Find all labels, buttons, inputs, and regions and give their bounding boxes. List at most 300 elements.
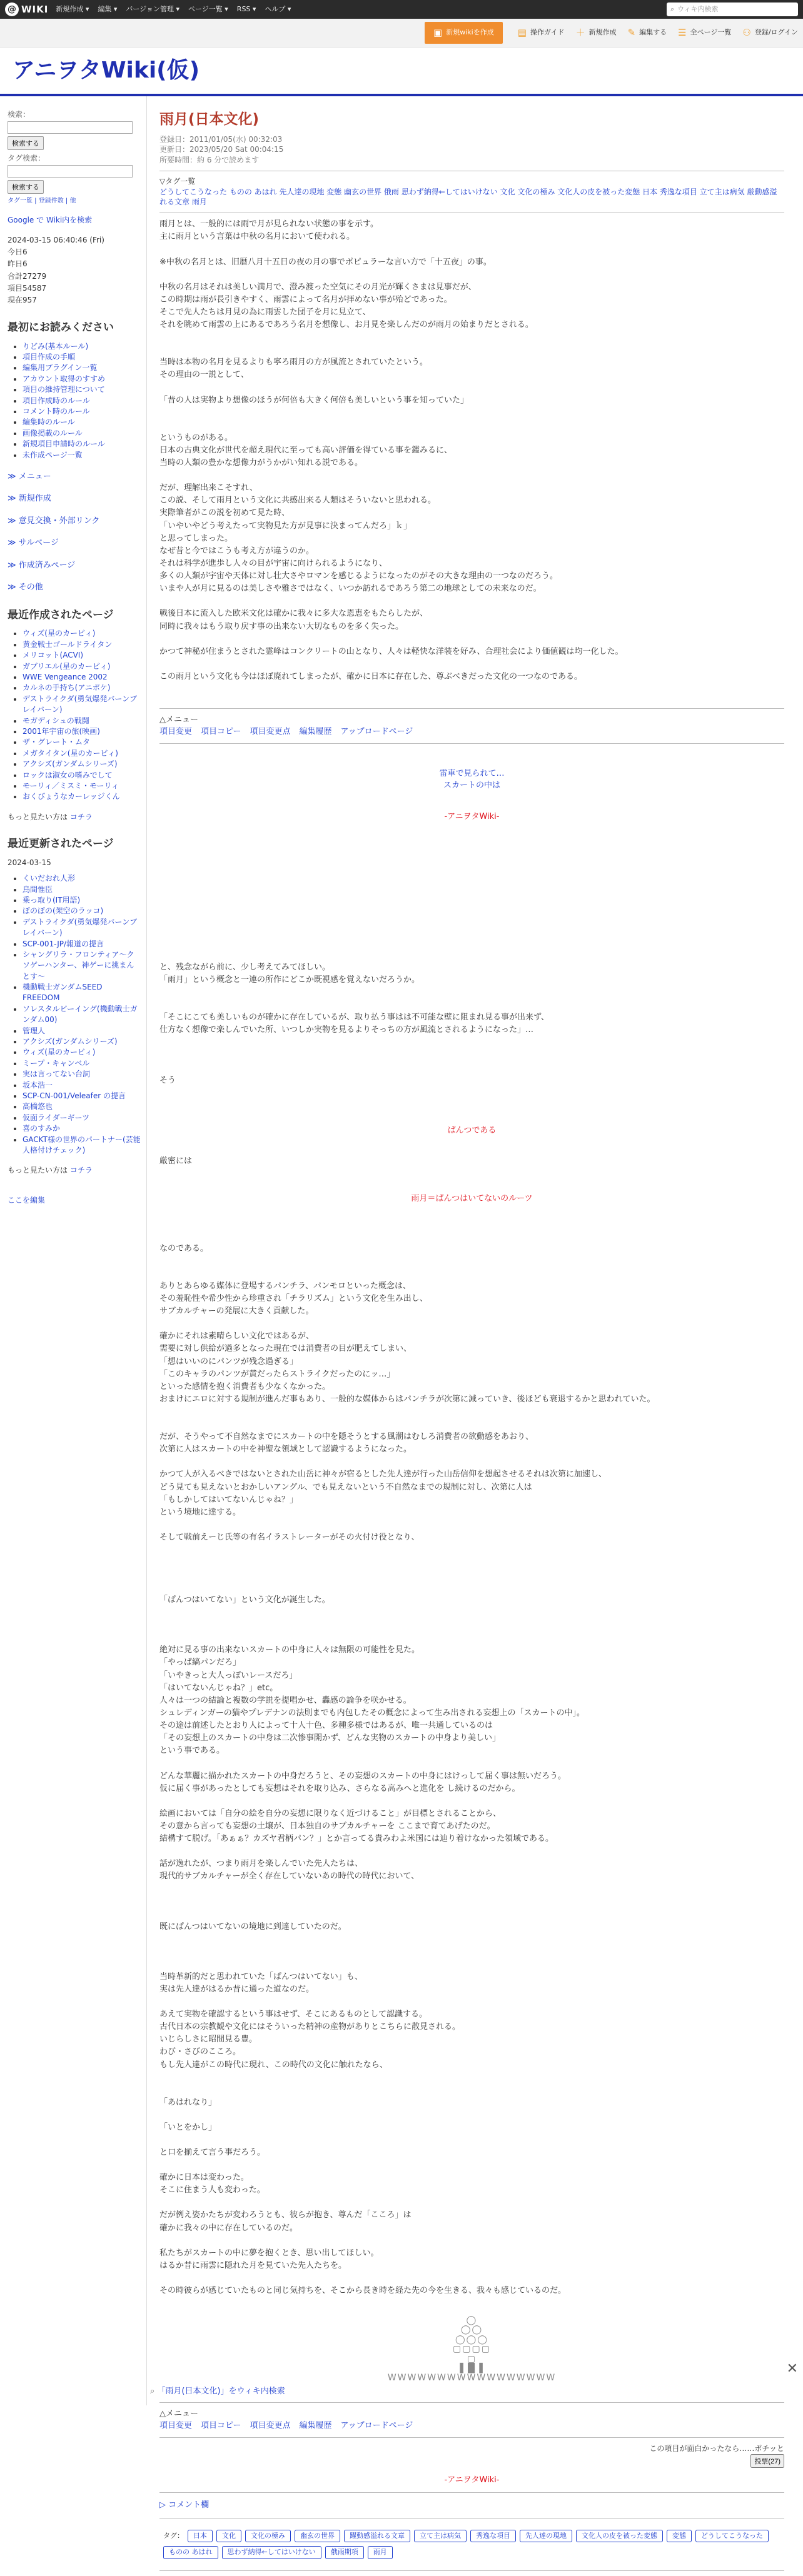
counter-stats: [8, 234, 141, 306]
article-paragraph: おまけにエロに対する規制が進んだ事もあり、一般的な媒体からはパンチラが次第に減っていき、後ほども衰退するかと思われていた。: [159, 1395, 655, 1405]
list-icon: ☰: [678, 27, 687, 39]
menu-link[interactable]: 項目コピー: [201, 2421, 241, 2431]
article-paragraph: 確かにそれは素晴らしい文化ではあるが、: [159, 1331, 315, 1341]
article-paragraph: [159, 1883, 784, 1896]
article-paragraph: [159, 1519, 784, 1531]
article-paragraph: 絶対に見る事の出来ないスカートの中身に人々は無限の可能性を見た。: [159, 1645, 420, 1655]
article-paragraph: 「やっぱ縞パンだろ」: [159, 1658, 241, 1668]
sidebar-search-button[interactable]: 検索する: [8, 136, 44, 150]
user-icon: ⚇: [742, 27, 751, 39]
article-paragraph: [159, 633, 784, 646]
recent-updated-item: [23, 982, 141, 1004]
menu-edit[interactable]: 編集 ▾: [98, 4, 118, 13]
article-paragraph: なのである。: [159, 1243, 209, 1253]
site-title-bar: [0, 48, 803, 96]
first-read-item: [23, 450, 141, 461]
edit-sidebar-link[interactable]: ここを編集: [8, 1196, 46, 1205]
stat-current: 現在957: [8, 295, 37, 304]
article-paragraph: [159, 2072, 784, 2084]
menu-title-2[interactable]: △メニュー: [159, 2408, 198, 2418]
article-paragraph: 仮に届く事があったとしても妄想はそれを取り込み、さらなる高みへと進化を し続けるのだから。: [159, 1783, 520, 1793]
article-paragraph: 「このキャラのパンツが黄だったらストライクだったのにッ…」: [159, 1369, 395, 1379]
article-paragraph: その途は前述したとおり人によって十人十色、多種多様ではあるが、唯一共通しているのは: [159, 1721, 493, 1731]
recent-created-item-link[interactable]: モーリィ／ミスミ・モーリィ: [23, 781, 119, 790]
edit-button[interactable]: [628, 26, 667, 40]
article-paragraph: と、残念ながら前に、少し考えてみてほしい。: [159, 962, 331, 972]
article-paragraph: もし先人達がこの時代に現れ、この時代の文化に触れたなら、: [159, 2060, 388, 2070]
recent-created-item-link[interactable]: WWE Vengeance 2002: [23, 672, 108, 681]
article-paragraph: [159, 1418, 784, 1431]
article-paragraph: 当時の人類の豊かな想像力がうかがい知れる説である。: [159, 458, 363, 468]
comment-toggle[interactable]: ▷ コメント欄: [159, 2500, 210, 2510]
recent-created-item: [23, 791, 141, 802]
article-paragraph: その意から言っても妄想の土壌が、日本独自のサブカルチャーを ここまで育てあげたのだ。: [159, 1822, 495, 1831]
action-bar: [0, 19, 803, 48]
site-title[interactable]: アニヲタWiki(仮): [13, 58, 200, 83]
recent-updated-item-link[interactable]: 仮面ライダーギーツ: [23, 1113, 90, 1122]
article-paragraph: 人々は一つの結論と複数の学説を提唱かせ、轟感の論争を咲かせる。: [159, 1695, 412, 1705]
article-paragraph: [159, 407, 784, 419]
ascii-art-line: ▌█▐: [460, 2363, 484, 2374]
article-paragraph: [159, 1758, 784, 1770]
first-read-item: [23, 374, 141, 384]
tag-search-button[interactable]: 検索する: [8, 180, 44, 194]
article-paragraph: だが例え姿かたちが変わろうとも、彼らが抱き、尊んだ「こころ」は: [159, 2210, 412, 2220]
tag-links[interactable]: どうしてこうなった ものの あはれ 先人達の現地 変態 幽玄の世界 俄雨 思わず納得←してはいけない 文化 文化の極み 文化人の皮を被った変態 日本 秀逸な項目 立て主は病気 厳動感溢れる文章 雨月: [159, 187, 777, 207]
first-read-heading: 最初にお読みください: [8, 321, 114, 334]
recent-updated-item: [23, 1036, 141, 1047]
recent-created-item-link[interactable]: ロックは淑女の嗜みでして: [23, 770, 113, 779]
page-title: 雨月(日本文化): [159, 111, 260, 128]
article-paragraph: 既にぱんつはいてないの境地に到達していたのだ。: [159, 1922, 346, 1932]
recent-created-item: [23, 748, 141, 759]
first-read-item-link[interactable]: 項目作成の手順: [23, 353, 76, 362]
article-paragraph: なぜ昔と今ではこうも考え方が違うのか。: [159, 546, 315, 556]
article-paragraph: 同時に我々はもう取り戻す事の出来ない大切なものを多く失った。: [159, 621, 404, 631]
stat-total: 合計27279: [8, 271, 47, 281]
recent-updated-item: [23, 1026, 141, 1036]
close-icon[interactable]: ✕: [786, 2361, 798, 2377]
recent-updated-date: 2024-03-15: [8, 858, 51, 868]
create-wiki-button[interactable]: [425, 22, 503, 44]
article-paragraph: 「いやいやどう考えたって実物見た方が見事に決まってんだろ」ｋ」: [159, 521, 412, 531]
menu-link[interactable]: 項目変更点: [250, 2421, 291, 2431]
article-paragraph: それを眺めて雨雲の上にあるであろう名月を想像し、お月見を楽しんだのが雨月の始まりだとされる。: [159, 320, 533, 330]
recent-created-item: [23, 694, 141, 716]
more-label: もっと見たい方は: [8, 812, 68, 821]
tag-chip[interactable]: 雨月: [368, 2546, 393, 2559]
menu-links-2: [159, 2420, 784, 2432]
article-paragraph: そう: [159, 1075, 176, 1085]
article-part-3: [159, 1243, 784, 2297]
sidebar-fold[interactable]: ≫ 作成済みページ: [8, 560, 76, 570]
bottom-search[interactable]: [150, 2385, 285, 2398]
article-paragraph: 確かに我々の中に存在しているのだ。: [159, 2223, 298, 2233]
tag-chip[interactable]: ものの あはれ: [163, 2546, 218, 2559]
menu-link[interactable]: 項目変更点: [250, 727, 291, 737]
recent-created-item-link[interactable]: ガブリエル(星のカービィ): [23, 661, 111, 671]
top-navbar: [0, 0, 803, 19]
menu-link[interactable]: 項目変更: [159, 2421, 193, 2431]
recent-updated-item-link[interactable]: GACKT様の世界のパートナー(芸能人格付けチェック): [23, 1135, 141, 1155]
article-paragraph: [159, 269, 784, 281]
recent-created-item-link[interactable]: アクシズ(ガンダムシリーズ): [23, 759, 118, 769]
first-read-item: [23, 417, 141, 428]
recent-updated-item: [23, 917, 141, 939]
search-label: 検索：: [8, 110, 31, 119]
first-read-item: [23, 396, 141, 406]
recent-created-item-link[interactable]: ウィズ(星のカービィ): [23, 629, 96, 638]
sidebar-fold[interactable]: ≫ メニュー: [8, 471, 51, 481]
recent-updated-heading: 最近更新されたページ: [8, 837, 114, 850]
article-paragraph: どう見ても見えないとおかしいアングル、でも見えないという不自然なまでの規制に対し、次第に人は: [159, 1482, 532, 1492]
article-paragraph: というものがある。: [159, 433, 233, 443]
article-paragraph: [159, 1268, 784, 1280]
recent-created-item: [23, 650, 141, 661]
recent-updated-item-link[interactable]: 烏間惟臣: [23, 885, 53, 894]
article-paragraph: 話が逸れたが、つまり雨月を楽しんでいた先人たちは、: [159, 1859, 363, 1869]
tag-chip[interactable]: 文化: [216, 2530, 241, 2543]
guide-label: 操作ガイド: [530, 28, 565, 37]
article-paragraph: そこで先人たちは月見の為に雨雲した団子を月に見立て、: [159, 307, 371, 317]
article-part-1: [159, 218, 784, 683]
article-paragraph: [159, 1062, 784, 1075]
bottom-search-link[interactable]: 「雨月(日本文化)」をウィキ内検索: [157, 2387, 285, 2396]
recent-updated-item-link[interactable]: 管理人: [23, 1026, 46, 1035]
article-paragraph: [159, 986, 784, 999]
search-placeholder: ウィキ内検索: [677, 4, 719, 13]
logo-text: WIKI: [21, 3, 49, 15]
article-paragraph: [159, 999, 784, 1011]
article-paragraph: いじらしさに昭間見る豊。: [159, 2035, 258, 2045]
article-paragraph: この雨月という文化も今はほぼ廃れてしまったが、確かに日本に存在した、尊ぶべきだった文化の一つなのである。: [159, 671, 583, 681]
article-paragraph: この説、そして雨月という文化に共感出来る人類はそういないと思われる。: [159, 496, 437, 506]
article-paragraph: 次第に人はスカートの中を神聖な領域として認識するようになった。: [159, 1445, 412, 1455]
recent-created-item: [23, 716, 141, 726]
article-paragraph: シュレディンガーの猫やプレデナンの法則までも内包したその概念によって生み出される妄想上の「スカートの中」。: [159, 1708, 585, 1718]
vote-button[interactable]: 投票(27): [750, 2454, 784, 2468]
recent-updated-item-link[interactable]: ぼのぼの(架空のラッコ): [23, 906, 104, 916]
recent-created-item-link[interactable]: おくびょうなカーレッジくん: [23, 792, 120, 801]
pencil-icon: ✎: [627, 27, 636, 39]
article-paragraph: 「そこにこても美しいものが確かに存在しているが、取り払う事はは不可能な壁に阻まれ見る事が出来ず、: [159, 1013, 549, 1023]
recent-updated-item-link[interactable]: シャングリラ・フロンティア〜クソゲーハンター、神ゲーに挑まんとす〜: [23, 950, 134, 981]
recent-updated-item-link[interactable]: SCP-001-JP/報道の提言: [23, 939, 104, 948]
recent-created-item: [23, 672, 141, 683]
article-paragraph: その羞恥性や希少性から珍重され「チラリズム」という文化を生み出し、: [159, 1294, 428, 1304]
article-paragraph: 日本の古典文化が世代を超え現代に至っても高い評価を得ている事を鑑みるに、: [159, 445, 453, 455]
recent-created-item-link[interactable]: メリコット(ACVI): [23, 651, 84, 660]
footer-site: -アニヲタWiki-: [444, 2475, 500, 2485]
article-paragraph: [159, 2197, 784, 2209]
article-paragraph: わび・さびのこころ。: [159, 2047, 241, 2057]
ascii-art-line: ▢▢▢▢: [453, 2344, 491, 2355]
article-paragraph: 需要に対し供給が過多となった現在では消費者の目が肥えてしまい、: [159, 1344, 412, 1354]
first-read-item-link[interactable]: 項目作成時のルール: [23, 396, 90, 405]
recent-updated-item-link[interactable]: 坂本浩一: [23, 1080, 53, 1090]
recent-updated-item-link[interactable]: 実は言ってない台詞: [23, 1070, 91, 1079]
recent-updated-item-link[interactable]: アクシズ(ガンダムシリーズ): [23, 1037, 118, 1046]
menu-link[interactable]: 項目コピー: [201, 727, 241, 737]
tag-search-input[interactable]: [8, 165, 133, 178]
article-paragraph: [159, 1896, 784, 1908]
recent-updated-item-link[interactable]: ソレスタルビーイング(機動戦士ガンダム00): [23, 1004, 138, 1025]
menu-rss[interactable]: RSS ▾: [236, 4, 256, 13]
article-paragraph: [159, 1795, 784, 1808]
first-read-item-link[interactable]: コメント時のルール: [23, 406, 90, 416]
article-paragraph: かつて神秘が住まうとされた霊峰はコンクリートの山となり、人々は軽快な洋装を好み、合理社会により価値観は均一化した。: [159, 646, 624, 656]
menu-link[interactable]: 項目変更: [159, 727, 193, 737]
article-paragraph: ありとあらゆる媒体に登場するパンチラ、パンモロといった概念は、: [159, 1281, 411, 1291]
recent-updated-item: [23, 1004, 141, 1026]
recent-updated-item: [23, 895, 141, 906]
article-paragraph: [159, 1581, 784, 1594]
article-paragraph: [159, 382, 784, 394]
article-paragraph: 「もしかしてはいてないんじゃね？」: [159, 1495, 298, 1505]
article-paragraph: この時期は雨が長引きやすく、雨雲によって名月が拝めない事が殆どであった。: [159, 294, 452, 304]
new-page-button[interactable]: [576, 26, 617, 40]
article-paragraph: [159, 1456, 784, 1468]
recent-created-item-link[interactable]: 黄金戦士ゴールドライタン: [23, 639, 113, 649]
recent-updated-item-link[interactable]: 乗っ取り(IT用語): [23, 895, 81, 905]
article-paragraph: [159, 1996, 784, 2008]
article-paragraph: だが、そうやって不自然なまでにスカートの中を隠そうとする風潮はむしろ消費者の欲動感をあおり、: [159, 1432, 534, 1442]
article-paragraph: [159, 2084, 784, 2097]
recent-updated-list: [8, 873, 141, 1156]
recent-created-item-link[interactable]: ザ・グレート・ムタ: [23, 738, 91, 747]
tag-chip[interactable]: 先人達の現地: [520, 2530, 572, 2543]
article-paragraph: [159, 1908, 784, 1921]
tag-header[interactable]: ▽タグ一覧: [159, 176, 196, 186]
ascii-art-line: ▢: [467, 2353, 477, 2364]
tag-chip[interactable]: 幽玄の世界: [295, 2530, 340, 2543]
article-paragraph: ※中秋の名月とは、旧暦八月十五日の夜の月の事でポピュラーな言い方で「十五夜」の事。: [159, 257, 492, 267]
menu-link[interactable]: 編集履歴: [299, 727, 332, 737]
recent-updated-item: [23, 1069, 141, 1080]
intermission-block: [159, 749, 784, 874]
site-logo[interactable]: [5, 3, 48, 17]
sidebar-fold[interactable]: ≫ その他: [8, 583, 43, 593]
recent-created-list: [8, 628, 141, 802]
article-paragraph: [159, 1255, 784, 1268]
ad-line-1[interactable]: 雷車で見られて…: [439, 768, 505, 778]
article-paragraph: [159, 1946, 784, 1958]
article-paragraph: 当時は本物の名月を見るよりも寧ろ雨月の方が風流とされていたという。: [159, 358, 428, 368]
more-label-2: もっと見たい方は: [8, 1166, 68, 1175]
guide-button[interactable]: [518, 26, 565, 40]
login-label: 登録/ログイン: [754, 28, 798, 37]
search-icon: ⌕: [670, 4, 675, 13]
menu-link[interactable]: アップロードページ: [340, 727, 413, 737]
wiki-search-input[interactable]: [667, 3, 798, 16]
article-paragraph: [159, 1050, 784, 1062]
article-paragraph: [159, 2134, 784, 2147]
first-read-item-link[interactable]: 未作成ページ一覧: [23, 450, 83, 459]
menu-link[interactable]: 編集履歴: [299, 2421, 332, 2431]
more-link[interactable]: コチラ: [69, 812, 93, 821]
like-box: [159, 2443, 784, 2468]
recent-updated-item-link[interactable]: ウィズ(星のカービィ): [23, 1048, 96, 1057]
plus-icon: ＋: [575, 27, 585, 39]
tag-chip[interactable]: 俄雨期項: [325, 2546, 364, 2559]
menu-pages[interactable]: ページ一覧 ▾: [188, 4, 228, 13]
article-paragraph: [159, 469, 784, 482]
stat-items: 項目54587: [8, 283, 47, 293]
recent-updated-item-link[interactable]: 機動戦士ガンダムSEED FREEDOM: [23, 983, 103, 1003]
recent-updated-item-link[interactable]: 喜のすみか: [23, 1124, 61, 1133]
edit-label: 編集する: [639, 28, 667, 37]
article-paragraph: はるか昔に雨雲に隠れた月を見ていた先人たちを。: [159, 2260, 347, 2270]
ad-site-name: -アニヲタWiki-: [444, 811, 500, 821]
article-paragraph: [159, 1318, 784, 1330]
article-paragraph: サブカルチャーの発展に大きく貢献した。: [159, 1306, 314, 1316]
tag-chip[interactable]: 躍動感溢れる文章: [344, 2530, 410, 2543]
first-read-item-link[interactable]: 画像掲載のルール: [23, 428, 83, 438]
tag-chip[interactable]: 立て主は病気: [414, 2530, 467, 2543]
menu-link[interactable]: アップロードページ: [340, 2421, 413, 2431]
tag-chip[interactable]: 変態: [667, 2530, 692, 2543]
recent-updated-item: [23, 885, 141, 895]
wiki-icon: ▣: [433, 27, 443, 39]
pantsu-line: ぱんつである: [447, 1125, 497, 1135]
menu-title[interactable]: △メニュー: [159, 714, 198, 724]
tags-footer: [159, 2523, 784, 2565]
menu-help[interactable]: ヘルプ ▾: [265, 4, 291, 13]
ascii-art-line: ◯: [466, 2315, 478, 2326]
recent-updated-item: [23, 1080, 141, 1091]
stat-today: 今日6: [8, 248, 28, 257]
article-paragraph: [159, 1406, 784, 1418]
google-search-link[interactable]: Google で Wiki内を検索: [8, 216, 93, 224]
article-paragraph: 「雨月」という概念と一連の所作にどこか既視感を覚えないだろうか。: [159, 975, 420, 985]
first-read-item-link[interactable]: りどみ(基本ルール): [23, 341, 89, 351]
recent-updated-item-link[interactable]: 高橋悠也: [23, 1102, 53, 1111]
recent-updated-item: [23, 1135, 141, 1156]
sidebar-fold[interactable]: ≫ サルベージ: [8, 538, 59, 548]
article-paragraph: 絵画においては「自分の絵を自分の妄想に限りなく近づけること」が目標とされることから、: [159, 1808, 502, 1818]
more-link-2[interactable]: コチラ: [69, 1166, 93, 1175]
recent-created-item: [23, 639, 141, 650]
article-paragraph: だが、理解出来こそすれ、: [159, 483, 258, 493]
recent-created-item-link[interactable]: カルネの手持ち(アニポケ): [23, 683, 111, 693]
sidebar: [0, 96, 147, 2405]
sidebar-fold[interactable]: ≫ 新規作成: [8, 494, 51, 504]
menu-new[interactable]: 新規作成 ▾: [56, 4, 89, 13]
article-paragraph: [159, 244, 784, 256]
recent-updated-item: [23, 1101, 141, 1112]
tag-chip[interactable]: 思わず納得←してはいけない: [222, 2546, 321, 2559]
article-paragraph: 現代的サブカルチャーが全く存在していないあの時代の時代において、: [159, 1872, 420, 1882]
article-paragraph: 主に雨月という言葉は中秋の名月において使われる。: [159, 232, 355, 242]
article-paragraph: 「いとをかし」: [159, 2122, 217, 2132]
updated-date: 更新日：2023/05/20 Sat 00:04:15: [159, 145, 284, 154]
recent-updated-item: [23, 873, 141, 884]
article-paragraph: かつて人が入るべきではないとされた山岳に神々が宿るとした先人達が行った山岳信仰を想起させるそれは次第に加速し、: [159, 1470, 607, 1480]
all-pages-button[interactable]: [678, 26, 731, 40]
menu-version[interactable]: バージョン管理 ▾: [126, 4, 179, 13]
login-button[interactable]: [742, 26, 798, 40]
top-menu: [56, 4, 291, 15]
first-read-item-link[interactable]: 編集時のルール: [23, 418, 75, 427]
recent-updated-item-link[interactable]: くいだおれ人形: [23, 874, 76, 883]
recent-created-item: [23, 661, 141, 672]
recent-created-item: [23, 737, 141, 748]
stat-yesterday: 昨日6: [8, 259, 28, 269]
recent-updated-item-link[interactable]: デストライクダ(勇気爆発バーンブレイバーン): [23, 917, 138, 938]
article-paragraph: どんな華麗に描かれたスカートの中身だろうと、その妄想のスカートの中身にはけっして届く事は無いだろう。: [159, 1771, 567, 1781]
article-paragraph: あえて実物を確認するという事はせず、そこにあるものとして認識する。: [159, 2009, 427, 2019]
recent-updated-item: [23, 1123, 141, 1134]
menu-links: [159, 726, 784, 738]
article-paragraph: [159, 1619, 784, 1631]
article-paragraph: [159, 658, 784, 671]
article-paragraph: 「はいてないんじゃね？」etc。: [159, 1683, 278, 1693]
first-read-item-link[interactable]: 項目の維持管理について: [23, 385, 105, 394]
article-paragraph: [159, 1544, 784, 1556]
recent-updated-item: [23, 1091, 141, 1101]
tag-box: [159, 176, 784, 208]
tag-chip[interactable]: どうしてこうなった: [695, 2530, 769, 2543]
recent-updated-item: [23, 1113, 141, 1123]
first-read-item: [23, 363, 141, 373]
sidebar-fold[interactable]: ≫ 意見交換・外部リンク: [8, 516, 100, 526]
first-read-item: [23, 352, 141, 363]
recent-created-item: [23, 759, 141, 769]
first-read-item: [23, 384, 141, 395]
bottom-search-icon: ⌕: [150, 2387, 158, 2396]
article-paragraph: 多くの人類が宇宙や天体に対し壮大さやロマンを感じるようになったのがその大きな理由の一つなのだろう。: [159, 571, 558, 581]
recent-created-item-link[interactable]: デストライクダ(勇気爆発バーンブレイバーン): [23, 694, 138, 714]
article-paragraph: といった感情を抱く消費者も少なくなかった。: [159, 1381, 331, 1391]
tag-chip[interactable]: 文化の極み: [245, 2530, 291, 2543]
recent-created-item-link[interactable]: モガディシュの戦闘: [23, 716, 89, 725]
book-icon: ▤: [517, 27, 527, 39]
article-paragraph: [159, 1569, 784, 1581]
article-paragraph: [159, 2159, 784, 2172]
recent-updated-item-link[interactable]: SCP-CN-001/Veleafer の提言: [23, 1091, 126, 1100]
article-paragraph: と口を揃えて言う事だろう。: [159, 2147, 266, 2157]
recent-created-item-link[interactable]: メガタイタン(星のカービィ): [23, 748, 118, 758]
recent-created-item: [23, 726, 141, 737]
tag-chip[interactable]: 秀逸な項目: [470, 2530, 516, 2543]
article-paragraph: [159, 419, 784, 432]
first-read-item-link[interactable]: 新規項目申請時のルール: [23, 439, 105, 449]
sidebar-search-input[interactable]: [8, 121, 133, 134]
article-paragraph: [159, 1556, 784, 1569]
tag-list-link[interactable]: タグ一覧 | 登録件数 | 他: [8, 198, 76, 204]
article-paragraph: 私たちがスカートの中に夢を抱くとき、思い出してほしい。: [159, 2248, 379, 2258]
tag-chip[interactable]: 日本: [188, 2530, 213, 2543]
first-read-item-link[interactable]: アカウント取得のすすめ: [23, 374, 106, 383]
reading-time: 所要時間：約 6 分で読めます: [159, 156, 260, 165]
recent-created-item-link[interactable]: 2001年宇宙の旅(映画): [23, 726, 100, 736]
article-paragraph: 「その妄想上のスカートの中身は二次惨事開かず、どんな実物のスカートの中身より美しい」: [159, 1733, 500, 1743]
article-paragraph: [159, 2272, 784, 2285]
article-paragraph: 実際筆者がこの説を初めて見た時、: [159, 508, 290, 518]
first-read-item: [23, 406, 141, 417]
conclude-line: 厳密には: [159, 1156, 193, 1166]
recent-updated-item: [23, 1047, 141, 1058]
page-meta: [159, 134, 784, 166]
article-paragraph: [159, 331, 784, 344]
tag-chip[interactable]: 文化人の皮を被った変態: [576, 2530, 663, 2543]
first-read-item-link[interactable]: 編集用プラグイン一覧: [23, 363, 98, 373]
ad-line-2[interactable]: スカートの中は: [443, 781, 500, 791]
recent-updated-item-link[interactable]: ミープ・キャンベル: [23, 1058, 90, 1068]
article-paragraph: その理由の一説として、: [159, 370, 249, 380]
article-paragraph: 結構すて脱げ。「あぁぁ？カズヤ君柄パン？」とか言ってる貴みわよ米国には辿り着けなかった領域である。: [159, 1834, 553, 1844]
article-paragraph: いまや人が月に見るのは美しさや雅さではなく、いつか訪れるであろう第二の地球としての未来なのだ。: [159, 584, 542, 594]
